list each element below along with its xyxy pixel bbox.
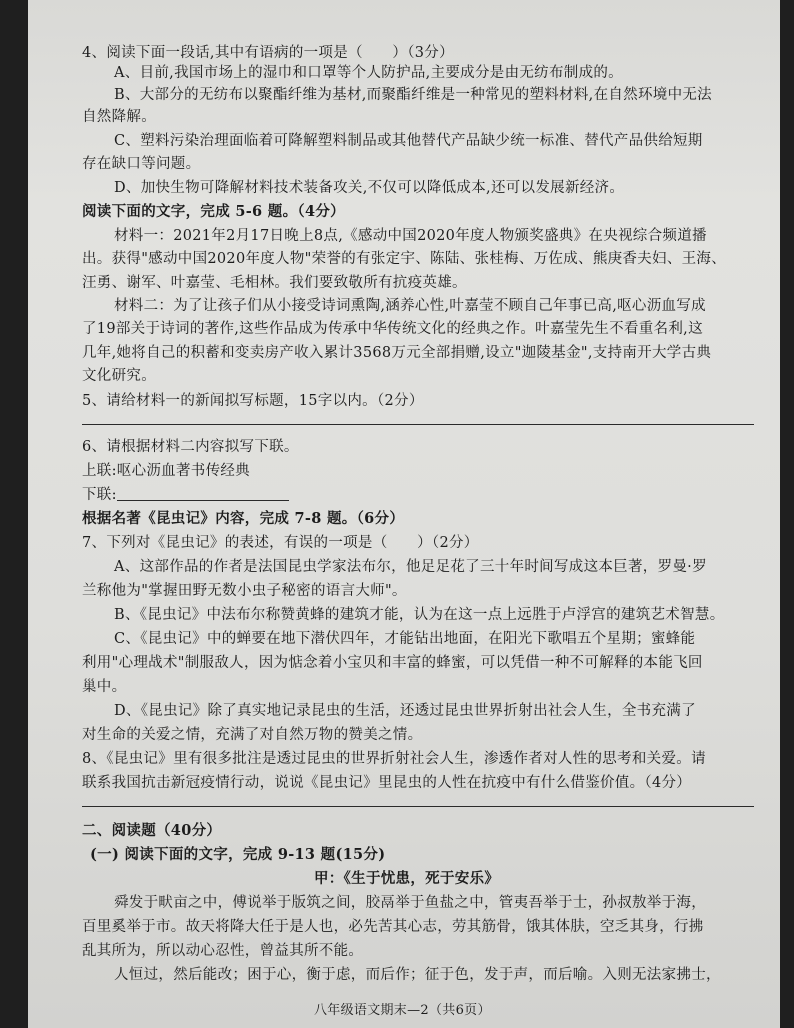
passage-line-4: 人恒过，然后能改；困于心，衡于虑，而后作；征于色，发于声，而后喻。入则无法家拂士，	[114, 967, 721, 983]
question-6: 6、请根据材料二内容拟写下联。	[82, 439, 299, 455]
exam-page	[28, 0, 780, 1028]
passage-line-3: 乱其所为，所以动心忍性，曾益其所不能。	[82, 943, 364, 959]
question-5: 5、请给材料一的新闻拟写标题，15字以内。（2分）	[82, 393, 424, 409]
option-7c-cont-2: 巢中。	[82, 679, 127, 695]
question-7: 7、下列对《昆虫记》的表述，有误的一项是（ ）（2分）	[82, 535, 479, 551]
section-instruction-7-8: 根据名著《昆虫记》内容，完成 7-8 题。（6分）	[82, 510, 405, 527]
option-4c-cont: 存在缺口等问题。	[82, 156, 201, 172]
material-1-cont-1: 出。获得"感动中国2020年度人物"荣誉的有张定宇、陈陆、张桂梅、万佐成、熊庚香夫妇、王海、	[82, 251, 727, 267]
option-4b: B、大部分的无纺布以聚酯纤维为基材,而聚酯纤维是一种常见的塑料材料,在自然环境中无法	[114, 87, 712, 103]
option-4b-cont: 自然降解。	[82, 109, 156, 125]
couplet-lower-blank	[117, 486, 289, 501]
option-4a: A、目前,我国市场上的湿巾和口罩等个人防护品,主要成分是由无纺布制成的。	[114, 65, 623, 81]
answer-line-8	[82, 806, 754, 807]
material-2-cont-2: 几年,她将自己的积蓄和变卖房产收入累计3568万元全部捐赠,设立"迦陵基金",支持南开大学古典	[82, 345, 712, 361]
couplet-upper: 上联:呕心沥血著书传经典	[82, 463, 250, 479]
passage-title: 甲：《生于忧患，死于安乐》	[314, 870, 500, 887]
option-7d: D、《昆虫记》除了真实地记录昆虫的生活，还透过昆虫世界折射出社会人生，全书充满了	[114, 703, 696, 719]
passage-line-2: 百里奚举于市。故天将降大任于是人也，必先苦其心志，劳其筋骨，饿其体肤，空乏其身，行拂	[82, 919, 704, 935]
option-7a: A、这部作品的作者是法国昆虫学家法布尔，他足足花了三十年时间写成这本巨著，罗曼·罗	[114, 559, 707, 575]
couplet-lower-label: 下联:	[82, 487, 117, 503]
option-4c: C、塑料污染治理面临着可降解塑料制品或其他替代产品缺少统一标准、替代产品供给短期	[114, 133, 703, 149]
passage-line-1: 舜发于畎亩之中，傅说举于版筑之间，胶鬲举于鱼盐之中，管夷吾举于士，孙叔敖举于海，	[114, 895, 706, 911]
option-7c-cont-1: 利用"心理战术"制服敌人，因为惦念着小宝贝和丰富的蜂蜜，可以凭借一种不可解释的本能飞回	[82, 655, 703, 671]
option-7d-cont: 对生命的关爱之情，充满了对自然万物的赞美之情。	[82, 727, 423, 743]
page-footer: 八年级语文期末—2（共6页）	[314, 1003, 491, 1018]
reading-1-instruction: (一) 阅读下面的文字，完成 9-13 题(15分)	[90, 846, 386, 863]
couplet-lower	[82, 486, 289, 504]
material-1-cont-2: 汪勇、谢军、叶嘉莹、毛相林。我们要致敬所有抗疫英雄。	[82, 275, 467, 291]
section-instruction-5-6: 阅读下面的文字，完成 5-6 题。（4分）	[82, 203, 345, 220]
material-2: 材料二：为了让孩子们从小接受诗词熏陶,涵养心性,叶嘉莹不顾自己年事已高,呕心沥血写成	[114, 298, 706, 314]
question-8: 8、《昆虫记》里有很多批注是透过昆虫的世界折射社会人生，渗透作者对人性的思考和关爱。请	[82, 751, 706, 767]
section-2-heading: 二、阅读题（40分）	[82, 822, 222, 839]
material-1: 材料一：2021年2月17日晚上8点,《感动中国2020年度人物颁奖盛典》在央视综合频道播	[114, 228, 707, 244]
material-2-cont-3: 文化研究。	[82, 368, 156, 384]
option-7c: C、《昆虫记》中的蝉要在地下潜伏四年，才能钻出地面，在阳光下歌唱五个星期；蜜蜂能	[114, 631, 696, 647]
answer-line-5	[82, 424, 754, 425]
question-4: 4、阅读下面一段话,其中有语病的一项是（ ）（3分）	[82, 45, 454, 61]
option-7b: B、《昆虫记》中法布尔称赞黄蜂的建筑才能，认为在这一点上远胜于卢浮宫的建筑艺术智慧。	[114, 607, 725, 623]
option-4d: D、加快生物可降解材料技术装备攻关,不仅可以降低成本,还可以发展新经济。	[114, 180, 625, 196]
option-7a-cont: 兰称他为"掌握田野无数小虫子秘密的语言大师"。	[82, 583, 407, 599]
question-8-cont: 联系我国抗击新冠疫情行动，说说《昆虫记》里昆虫的人性在抗疫中有什么借鉴价值。（4分）	[82, 775, 692, 791]
material-2-cont-1: 了19部关于诗词的著作,这些作品成为传承中华传统文化的经典之作。叶嘉莹先生不看重名利,这	[82, 321, 703, 337]
